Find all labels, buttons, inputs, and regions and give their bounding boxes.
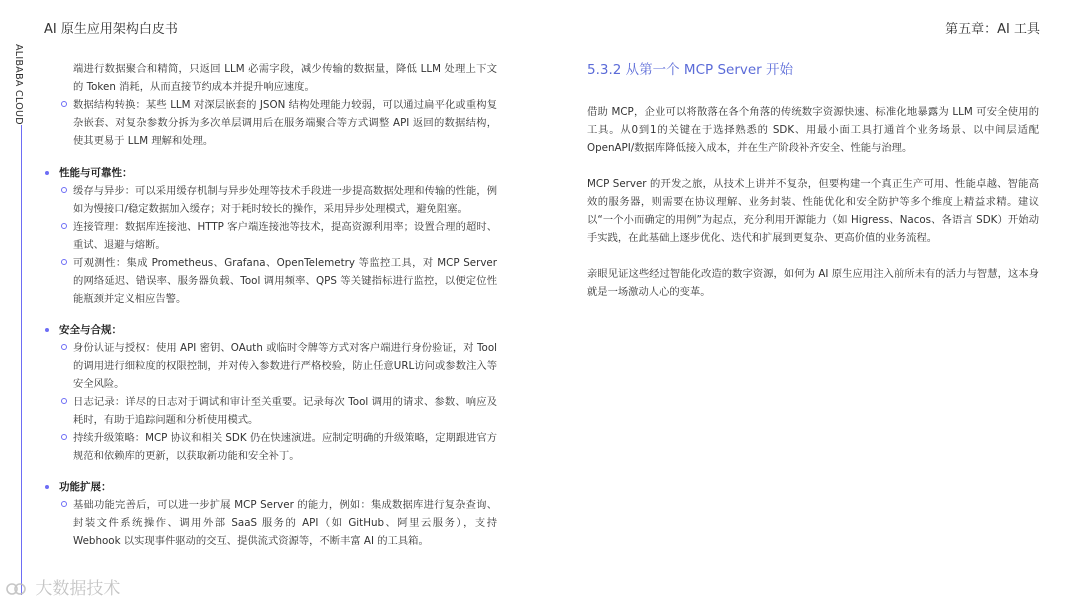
left-column <box>44 60 497 550</box>
document-title: AI 原生应用架构白皮书 <box>44 22 178 37</box>
list-item <box>44 496 497 550</box>
list-item <box>44 182 497 218</box>
list-item <box>44 96 497 150</box>
paragraph: MCP Server 的开发之旅，从技术上讲并不复杂，但要构建一个真正生产可用、性能卓越、智能高效的服务器，则需要在协议理解、业务封装、性能优化和安全防护等多个维度上精益求精。建议以“一个小而确定的用例”为起点，充分利用开源能力（如 Higress、Nacos、各语言 SDK）开始动手实践，在此基础上逐步优化、迭代和扩展到更复杂、更高价值的业务流程。 <box>587 178 1039 244</box>
section-heading <box>44 478 497 496</box>
list-item-text: 基础功能完善后，可以进一步扩展 MCP Server 的能力，例如：集成数据库进行复杂查询、封装文件系统操作、调用外部 SaaS 服务的 API（如 GitHub、阿里云服务），支持 Webhook 以实现事件驱动的交互、提供流式资源等，不断丰富 AI 的工具箱。 <box>73 499 497 547</box>
list-item-text: 日志记录：详尽的日志对于调试和审计至关重要。记录每次 Tool 调用的请求、参数、响应及耗时，有助于追踪问题和分析使用模式。 <box>73 396 497 426</box>
list-item-text: 持续升级策略：MCP 协议和相关 SDK 仍在快速演进。应制定明确的升级策略，定期跟进官方规范和依赖库的更新，以获取新功能和安全补丁。 <box>73 432 498 462</box>
section-title: 5.3.2 从第一个 MCP Server 开始 <box>587 62 794 78</box>
list-item-text: 连接管理：数据库连接池、HTTP 客户端连接池等技术，提高资源利用率；设置合理的超时、重试、退避与熔断。 <box>73 221 497 251</box>
dot-bullet-icon <box>45 171 49 175</box>
ring-bullet-icon <box>61 398 67 404</box>
list-item-text: 身份认证与授权：使用 API 密钥、OAuth 或临时令牌等方式对客户端进行身份验证，对 Tool 的调用进行细粒度的权限控制，并对传入参数进行严格校验，防止任意URL访问或参数注入等安全风险。 <box>73 342 497 390</box>
ring-bullet-icon <box>61 344 67 350</box>
list-item <box>44 339 497 393</box>
section-heading <box>44 321 497 339</box>
ring-bullet-icon <box>61 259 67 265</box>
list-item <box>44 429 497 465</box>
list-item-text: 可观测性：集成 Prometheus、Grafana、OpenTelemetry 等监控工具，对 MCP Server 的网络延迟、错误率、服务器负载、Tool 调用频率、QPS 等关键指标进行监控，以便定位性能瓶颈并定义相应告警。 <box>73 257 497 305</box>
ring-bullet-icon <box>61 101 67 107</box>
section-heading-text: 功能扩展： <box>59 481 112 493</box>
ring-bullet-icon <box>61 501 67 507</box>
dot-bullet-icon <box>45 485 49 489</box>
paragraph: 借助 MCP，企业可以将散落在各个角落的传统数字资源快速、标准化地暴露为 LLM 可安全使用的工具。从0到1的关键在于选择熟悉的 SDK、用最小面工具打通首个业务场景、以中间层适配 OpenAPI/数据库降低接入成本，并在生产阶段补齐安全、性能与治理。 <box>587 106 1039 154</box>
list-item-text: 数据结构转换：某些 LLM 对深层嵌套的 JSON 结构处理能力较弱，可以通过扁平化或重构复杂嵌套、对复杂参数分拆为多次单层调用后在服务端聚合等方式调整 API 返回的数据结构，使其更易于 LLM 理解和处理。 <box>73 99 497 147</box>
margin-rule <box>21 125 22 595</box>
section-heading-text: 安全与合规： <box>59 324 122 336</box>
list-item <box>44 254 497 308</box>
right-column <box>587 60 1039 319</box>
list-item-text: 缓存与异步：可以采用缓存机制与异步处理等技术手段进一步提高数据处理和传输的性能，例如为慢接口/稳定数据加入缓存；对于耗时较长的操作，采用异步处理模式，避免阻塞。 <box>73 185 497 215</box>
dot-bullet-icon <box>45 328 49 332</box>
watermark-logo-icon <box>6 580 26 598</box>
watermark <box>6 574 120 599</box>
ring-bullet-icon <box>61 187 67 193</box>
brand-vertical-text: ALIBABA CLOUD <box>13 44 24 125</box>
list-item <box>44 218 497 254</box>
chapter-title: 第五章：AI 工具 <box>945 22 1040 37</box>
continued-paragraph: 端进行数据聚合和精简，只返回 LLM 必需字段，减少传输的数据量，降低 LLM 处理上下文的 Token 消耗，从而直接节约成本并提升响应速度。 <box>73 63 497 93</box>
ring-bullet-icon <box>61 223 67 229</box>
watermark-text: 大数据技术 <box>35 579 121 599</box>
section-heading-text: 性能与可靠性： <box>59 167 133 179</box>
ring-bullet-icon <box>61 434 67 440</box>
list-item <box>44 393 497 429</box>
paragraph: 亲眼见证这些经过智能化改造的数字资源，如何为 AI 原生应用注入前所未有的活力与智慧，这本身就是一场激动人心的变革。 <box>587 268 1039 298</box>
section-heading <box>44 164 497 182</box>
